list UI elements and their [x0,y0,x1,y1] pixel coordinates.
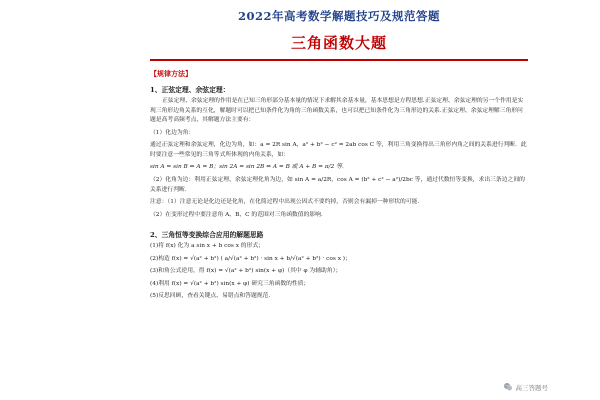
document-subtitle: 三角函数大题 [290,34,387,52]
section-label: 【规律方法】 [150,69,192,78]
watermark [503,382,549,392]
part1-item1-text: 通过正弦定理和余弦定理，化边为角，如：a = 2R sin A，a² + b² − c² = 2ab cos C 等，利用三角变换得出三角形内角之间的关系进行判断．此时要注意一些常见的三角等式所体现的内角关系，如： [150,142,527,158]
title-divider [150,59,528,61]
part1-item1-title: （1）化边为角： [150,129,195,136]
part2-step4: (4)利用 f(x) = √(a² + b²) sin(x + φ) 研究三角函数的性质； [150,280,310,287]
part1-note1: 注意：（1）注意无论是化边还是化角，在化简过程中出现公因式不要约掉，否则会有漏掉一种形状的可能． [150,199,424,206]
part2-step5: (5)反思回顾，查看关键点、易错点和答题规范． [150,293,275,300]
part2-step1: (1)将 f(x) 化为 a sin x + b cos x 的形式； [150,243,264,250]
part2-step3: (3)和角公式逆用，得 f(x) = √(a² + b²) sin(x + φ)（其中 φ 为辅助角）； [150,268,342,275]
part2-heading: 2、三角恒等变换综合应用的解题思路 [150,231,264,240]
part1-item2-text: （2）化角为边：利用正弦定理、余弦定理化角为边，如 sin A = a/2R，cos A = (b² + c² − a²)/2bc 等，通过代数恒等变换，求出三条边之间的关系进行判断． [150,176,525,193]
document-title: 2022年高考数学解题技巧及规范答题 [237,9,440,23]
part1-heading: 1、正弦定理、余弦定理： [150,86,230,94]
part1-note2: （2）在变形过程中要注意角 A、B、C 的范围对三角函数值的影响． [150,211,327,218]
wechat-icon [503,382,513,392]
part2-step2: (2)构造 f(x) = √(a² + b²) ( a/√(a² + b²) · sin x + b/√(a² + b²) · cos x )； [150,255,351,262]
part1-item1-equation: sin A = sin B ⇔ A = B；sin 2A = sin 2B ⇔ A = B 或 A + B = π/2 等． [150,164,348,171]
watermark-text: 高三答题号 [515,384,548,392]
part1-intro: 正弦定理、余弦定理的作用是在已知三角形部分基本量的情况下求解其余基本量，基本思想是方程思想.正弦定理、余弦定理的另一个作用是实现三角形边角关系的互化，解题时可以把已知条件化为角的三角函数关系，也可以把已知条件化为三角形边的关系.正弦定理、余弦定理解三角形问题是高考高频考点，其解题方法主要有： [150,98,524,124]
